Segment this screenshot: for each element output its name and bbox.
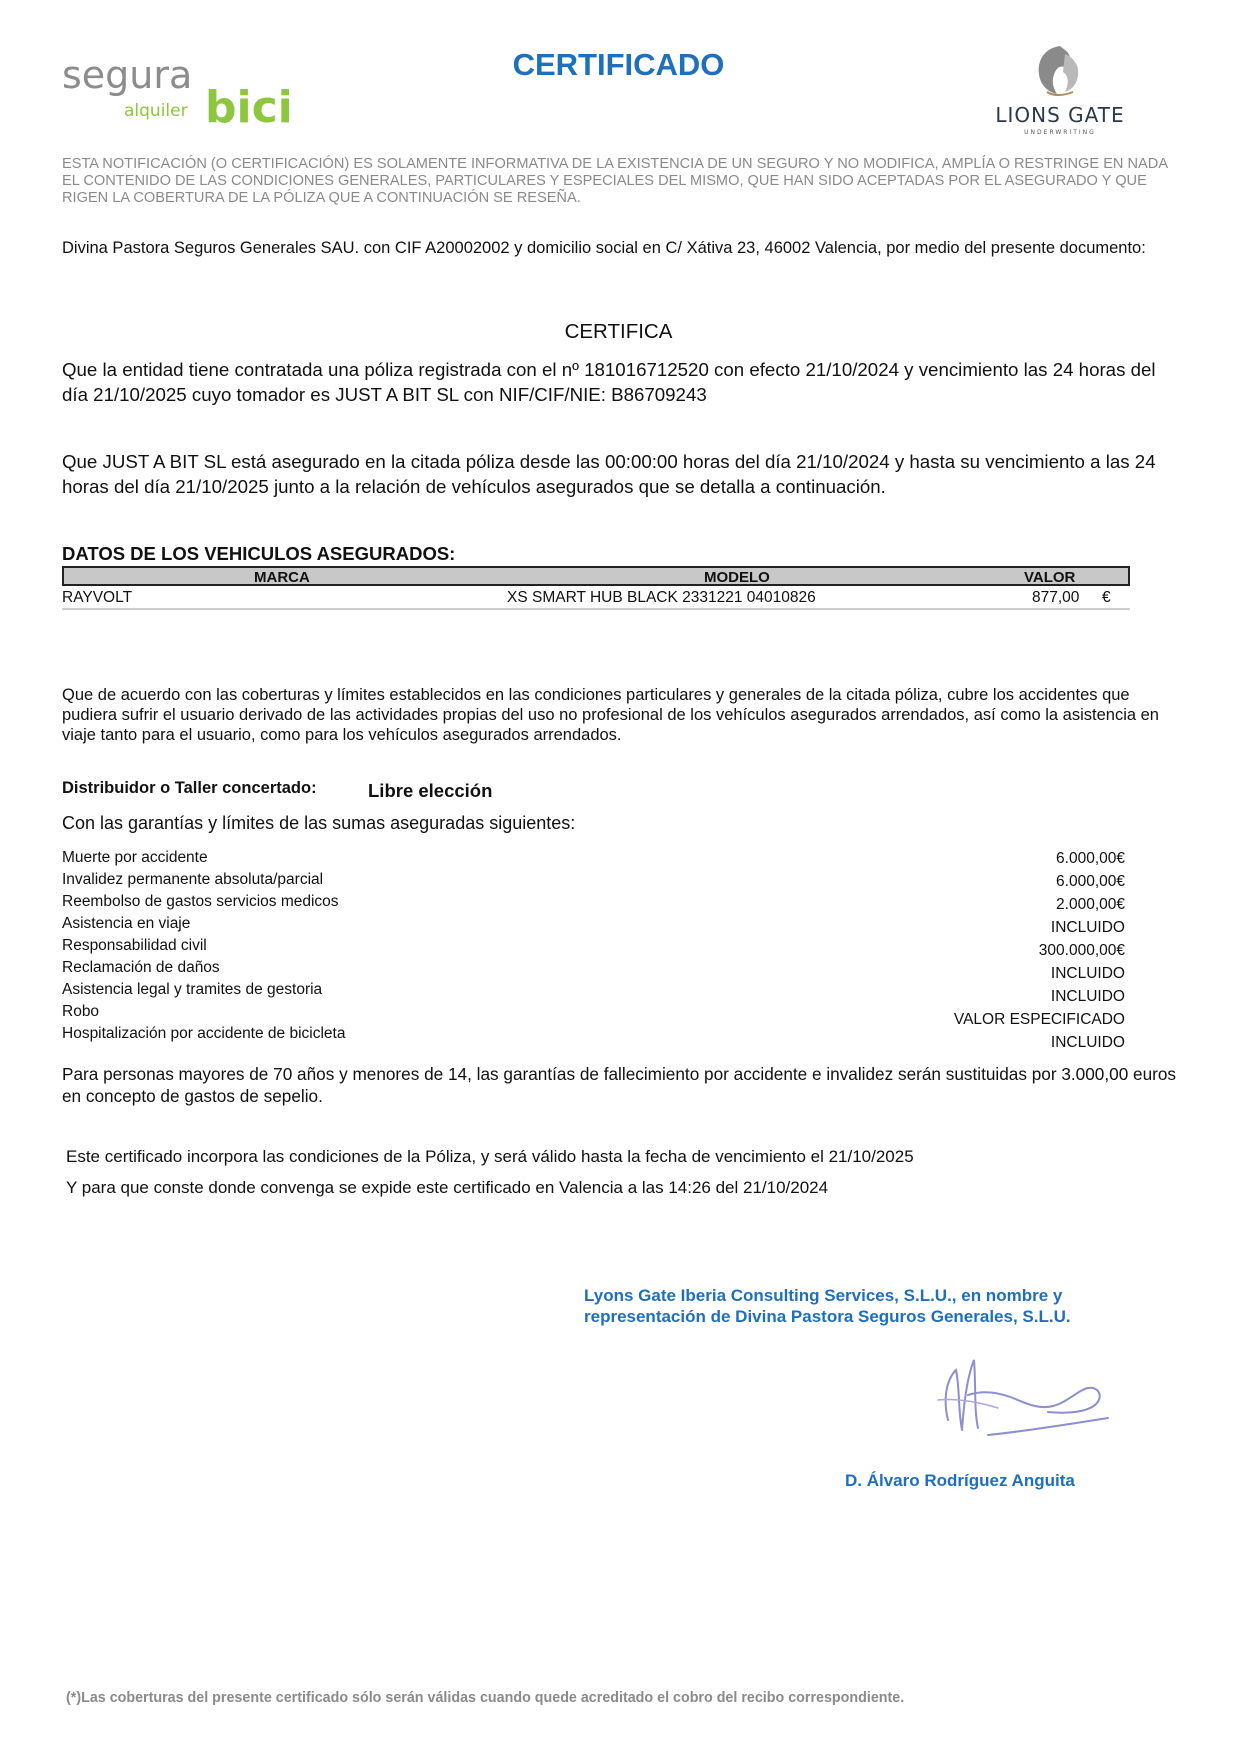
intro-paragraph: Divina Pastora Seguros Generales SAU. con CIF A20002002 y domicilio social en C/ Xátiva 23, 46002 Valencia, por medio del presente documento:	[62, 239, 1146, 257]
guarantee-label: Invalidez permanente absoluta/parcial	[62, 871, 324, 888]
header-value: VALOR	[1024, 569, 1076, 586]
vehicle-value: 877,00	[1032, 589, 1080, 606]
svg-text:LIONS GATE: LIONS GATE	[995, 103, 1125, 127]
disclaimer: ESTA NOTIFICACIÓN (O CERTIFICACIÓN) ES SOLAMENTE INFORMATIVA DE LA EXISTENCIA DE UN SEGURO Y NO MODIFICA, AMPLÍA O RESTRINGE EN NADA EL CONTENIDO DE LAS CONDICIONES GENERALES, PARTICULARES Y ESPECIALES DEL MISMO, QUE HAN SIDO ACEPTADAS POR EL ASEGURADO Y QUE RIGEN LA COBERTURA DE LA PÓLIZA QUE A CONTINUACIÓN SE RESEÑA.	[62, 156, 1168, 206]
lions-gate-logo	[965, 44, 1155, 139]
signature-company-line1: Lyons Gate Iberia Consulting Services, S.L.U., en nombre y	[584, 1286, 1063, 1305]
age-note: Para personas mayores de 70 años y menores de 14, las garantías de fallecimiento por accidente e invalidez serán sustituidas por 3.000,00 euros en concepto de gastos de sepelio.	[62, 1064, 1177, 1106]
guarantee-value: INCLUIDO	[1050, 1034, 1125, 1051]
guarantee-value: VALOR ESPECIFICADO	[953, 1011, 1125, 1028]
guarantee-label: Reembolso de gastos servicios medicos	[62, 893, 339, 910]
header-model: MODELO	[704, 569, 770, 586]
guarantee-value: INCLUIDO	[1050, 965, 1125, 982]
policy-paragraph: Que la entidad tiene contratada una póliza registrada con el nº 181016712520 con efecto 21/10/2024 y vencimiento las 24 horas del día 21/10/2025 cuyo tomador es JUST A BIT SL con NIF/CIF/NIE: B86709243	[62, 359, 1156, 405]
header-brand: MARCA	[254, 569, 310, 586]
guarantee-value: 6.000,00€	[1056, 873, 1125, 890]
guarantee-value: 6.000,00€	[1056, 850, 1125, 867]
table-row	[62, 586, 1130, 610]
distributor-label: Distribuidor o Taller concertado:	[62, 779, 317, 797]
certifica-heading: CERTIFICA	[564, 320, 673, 343]
vehicle-currency: €	[1102, 589, 1111, 606]
validity-statement: Este certificado incorpora las condiciones de la Póliza, y será válido hasta la fecha de vencimiento el 21/10/2025	[66, 1147, 914, 1166]
vehicles-table	[62, 566, 1130, 610]
guarantees-labels	[62, 847, 462, 1045]
footer-note: (*)Las coberturas del presente certificado sólo serán válidas cuando quede acreditado el cobro del recibo correspondiente.	[66, 1690, 905, 1706]
svg-text:UNDERWRITING: UNDERWRITING	[1024, 129, 1096, 136]
vehicle-model: XS SMART HUB BLACK 2331221 04010826	[507, 589, 816, 606]
insured-paragraph: Que JUST A BIT SL está asegurado en la citada póliza desde las 00:00:00 horas del día 21/10/2024 y hasta su vencimiento a las 24 horas del día 21/10/2025 junto a la relación de vehículos asegurados que se detalla a continuación.	[62, 451, 1156, 497]
guarantees-intro: Con las garantías y límites de las sumas aseguradas siguientes:	[62, 813, 576, 833]
guarantee-value: 2.000,00€	[1056, 896, 1125, 913]
signature-company	[584, 1285, 1144, 1327]
svg-text:segura: segura	[62, 53, 193, 97]
signer-name: D. Álvaro Rodríguez Anguita	[845, 1471, 1075, 1490]
coverage-paragraph: Que de acuerdo con las coberturas y límites establecidos en las condiciones particulares y generales de la citada póliza, cubre los accidentes que pudiera sufrir el usuario derivado de las actividades propias del uso no profesional de los vehículos asegurados arrendados, así como la asistencia en viaje tanto para el usuario, como para los vehículos asegurados arrendados.	[62, 686, 1159, 744]
svg-text:alquiler: alquiler	[124, 101, 188, 121]
vehicle-brand: RAYVOLT	[62, 589, 133, 606]
guarantee-label: Robo	[62, 1003, 100, 1020]
guarantee-label: Asistencia en viaje	[62, 915, 191, 932]
guarantee-value: INCLUIDO	[1050, 988, 1125, 1005]
guarantee-value: INCLUIDO	[1050, 919, 1125, 936]
signature-company-line2: representación de Divina Pastora Seguros Generales, S.L.U.	[584, 1307, 1071, 1326]
page-title: CERTIFICADO	[512, 47, 725, 82]
handwritten-signature	[928, 1340, 1138, 1450]
guarantee-label: Hospitalización por accidente de bicicleta	[62, 1025, 346, 1042]
guarantee-label: Responsabilidad civil	[62, 937, 207, 954]
guarantees-values	[800, 847, 1125, 1054]
table-header	[62, 566, 1130, 586]
guarantee-label: Asistencia legal y tramites de gestoria	[62, 981, 323, 998]
issued-statement: Y para que conste donde convenga se expide este certificado en Valencia a las 14:26 del 21/10/2024	[66, 1178, 829, 1197]
svg-text:bici: bici	[205, 82, 293, 130]
guarantee-label: Muerte por accidente	[62, 849, 208, 866]
guarantee-label: Reclamación de daños	[62, 959, 220, 976]
guarantee-value: 300.000,00€	[1038, 942, 1125, 959]
lion-head-icon	[1039, 46, 1079, 95]
vehicles-title: DATOS DE LOS VEHICULOS ASEGURADOS:	[62, 543, 456, 564]
distributor-value: Libre elección	[368, 780, 493, 801]
